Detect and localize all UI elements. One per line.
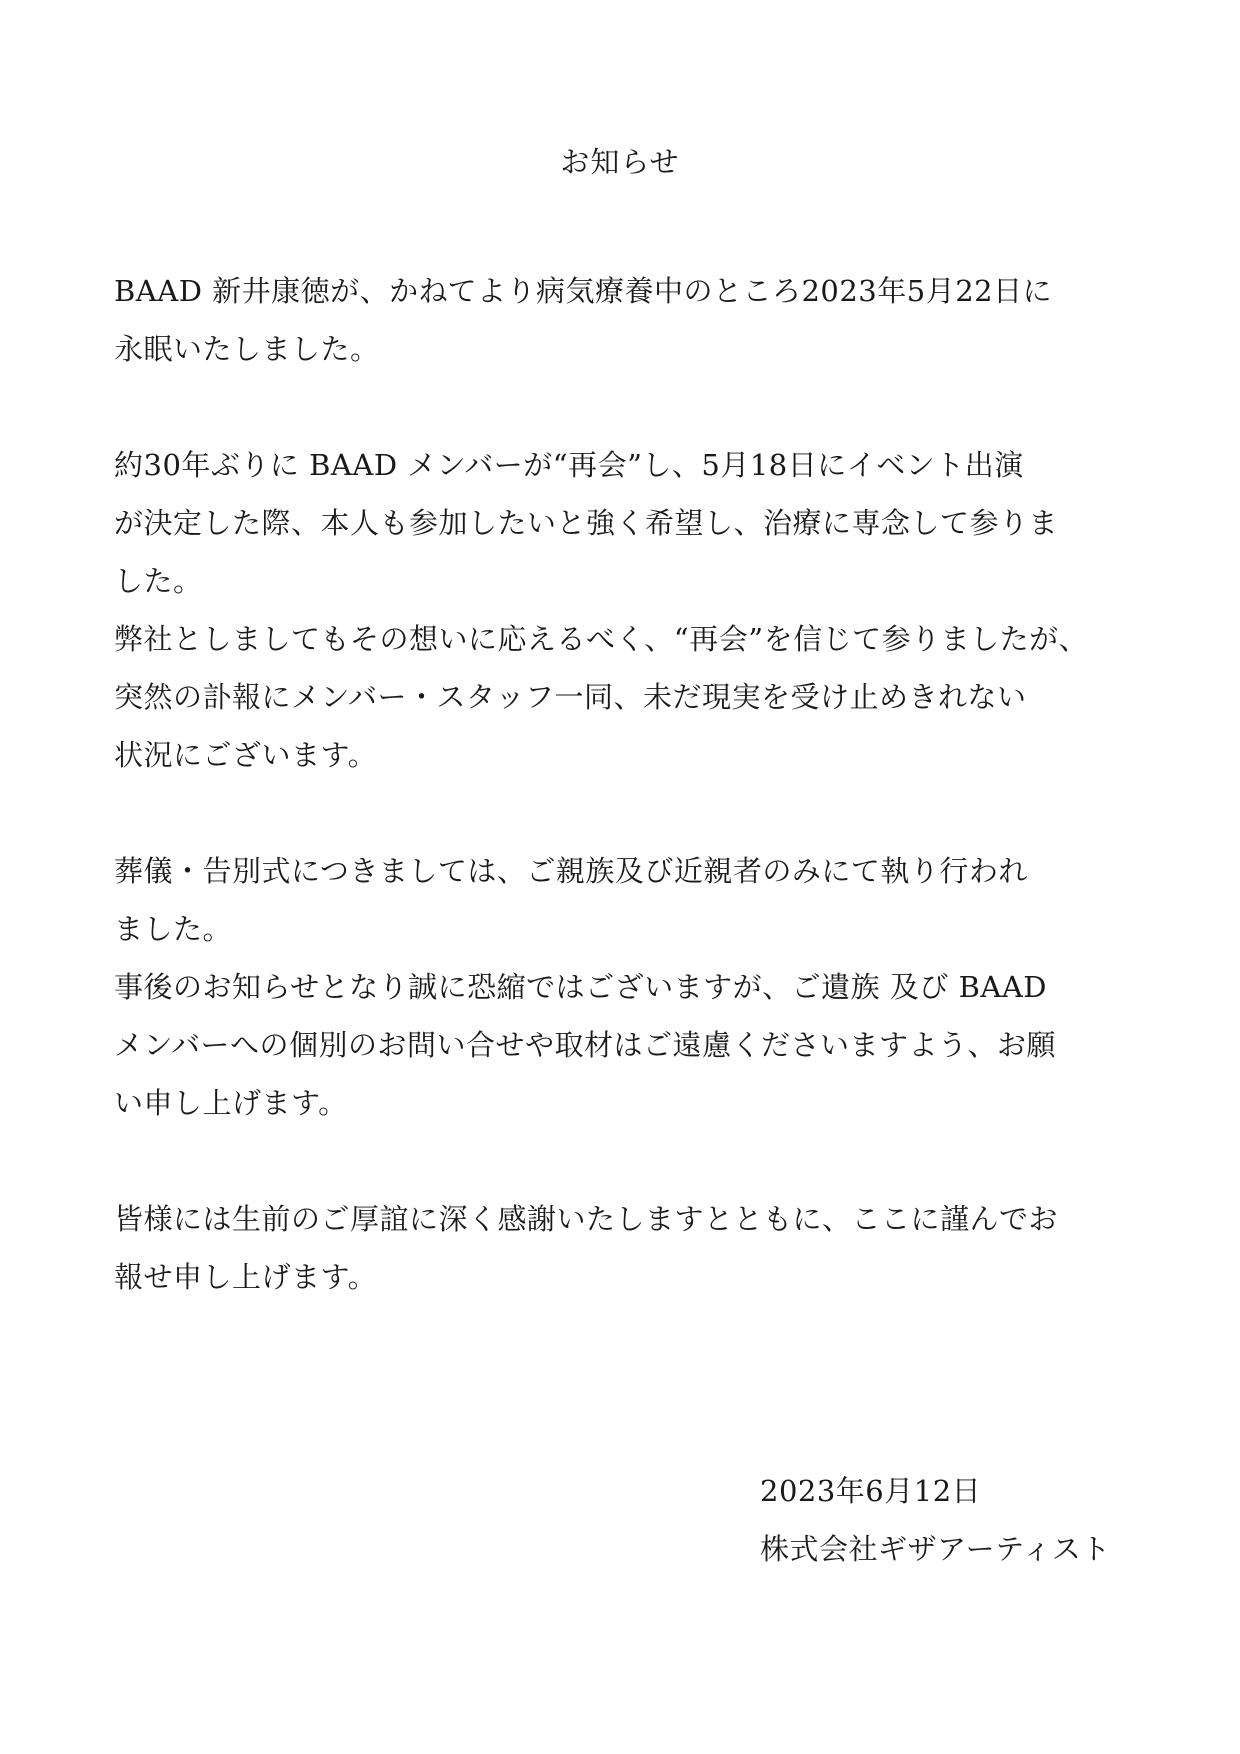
notice-title: お知らせ	[560, 145, 680, 179]
paragraph-closing	[114, 1190, 1126, 1306]
text-line: い申し上げます。	[114, 1086, 348, 1120]
text-line: が決定した際、本人も参加したいと強く希望し、治療に専念して参りま	[114, 506, 1059, 540]
notice-body	[114, 262, 1126, 1306]
text-line: メンバーへの個別のお問い合せや取材はご遠慮くださいますよう、お願	[114, 1028, 1056, 1062]
signature-block	[760, 1462, 1111, 1578]
signature-date: 2023年6月12日	[760, 1474, 982, 1508]
text-line: 永眠いたしました。	[114, 332, 380, 366]
text-line: 突然の訃報にメンバー・スタッフ一同、未だ現実を受け止めきれない	[114, 680, 1027, 714]
paragraph-announcement	[114, 262, 1126, 378]
text-line: 葬儀・告別式につきましては、ご親族及び近親者のみにて執り行われ	[114, 854, 1028, 888]
text-line: 報せ申し上げます。	[114, 1260, 378, 1294]
text-line: 約30年ぶりに BAAD メンバーが“再会”し、5月18日にイベント出演	[114, 448, 1024, 482]
text-line: BAAD 新井康徳が、かねてより病気療養中のところ2023年5月22日に	[114, 274, 1053, 308]
paragraph-funeral	[114, 842, 1126, 1132]
signature-company: 株式会社ギザアーティスト	[760, 1532, 1111, 1566]
text-line: 事後のお知らせとなり誠に恐縮ではございますが、ご遺族 及び BAAD	[114, 970, 1048, 1004]
paragraph-background	[114, 436, 1126, 784]
text-line: ました。	[114, 912, 233, 946]
text-line: 弊社としましてもその想いに応えるべく、“再会”を信じて参りましたが、	[114, 622, 1089, 656]
text-line: 皆様には生前のご厚誼に深く感謝いたしますとともに、ここに謹んでお	[114, 1202, 1059, 1236]
text-line: した。	[114, 564, 203, 598]
text-line: 状況にございます。	[114, 738, 378, 772]
